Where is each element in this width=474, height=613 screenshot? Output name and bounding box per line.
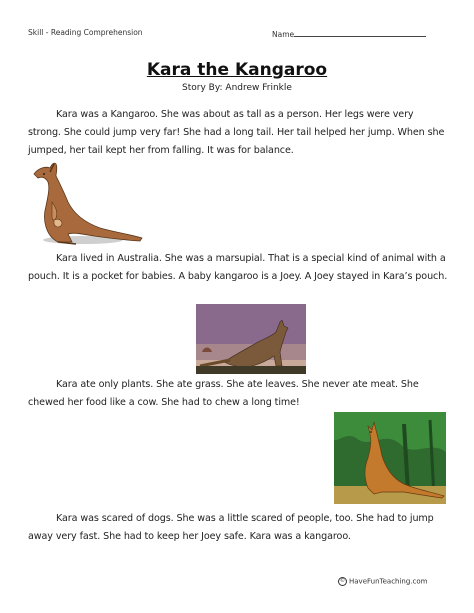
footer-site: HaveFunTeaching.com [349, 577, 428, 586]
name-field[interactable] [272, 28, 426, 39]
kangaroo-forest-illustration [334, 412, 446, 504]
paragraph-2: Kara lived in Australia. She was a marsupial. That is a special kind of animal with a pouch. It is a pocket for babies. A baby kangaroo is a Joey. A Joey stayed in Kara’s pouch. [28, 253, 448, 282]
kangaroo-with-joey-illustration [28, 162, 146, 248]
story-title: Kara the Kangaroo [146, 60, 328, 80]
kangaroo-sunset-illustration [196, 304, 306, 374]
paragraph-1: Kara was a Kangaroo. She was about as tall as a person. Her legs were very strong. She could jump very far! She had a long tail. Her tail helped her jump. When she jumped, her tail kept her from falling. It was for balance. [28, 109, 445, 156]
skill-label: Skill - Reading Comprehension [28, 28, 143, 37]
copyright-icon: © [340, 578, 345, 584]
name-label: Name [272, 30, 295, 39]
name-blank-line[interactable] [294, 28, 426, 37]
footer-credit [338, 577, 428, 586]
story-byline: Story By: Andrew Frinkle [182, 83, 292, 93]
paragraph-3: Kara ate only plants. She ate grass. She ate leaves. She never ate meat. She chewed her food like a cow. She had to chew a long time! [28, 379, 419, 408]
paragraph-4: Kara was scared of dogs. She was a little scared of people, too. She had to jump away very fast. She had to keep her Joey safe. Kara was a kangaroo. [28, 513, 434, 542]
